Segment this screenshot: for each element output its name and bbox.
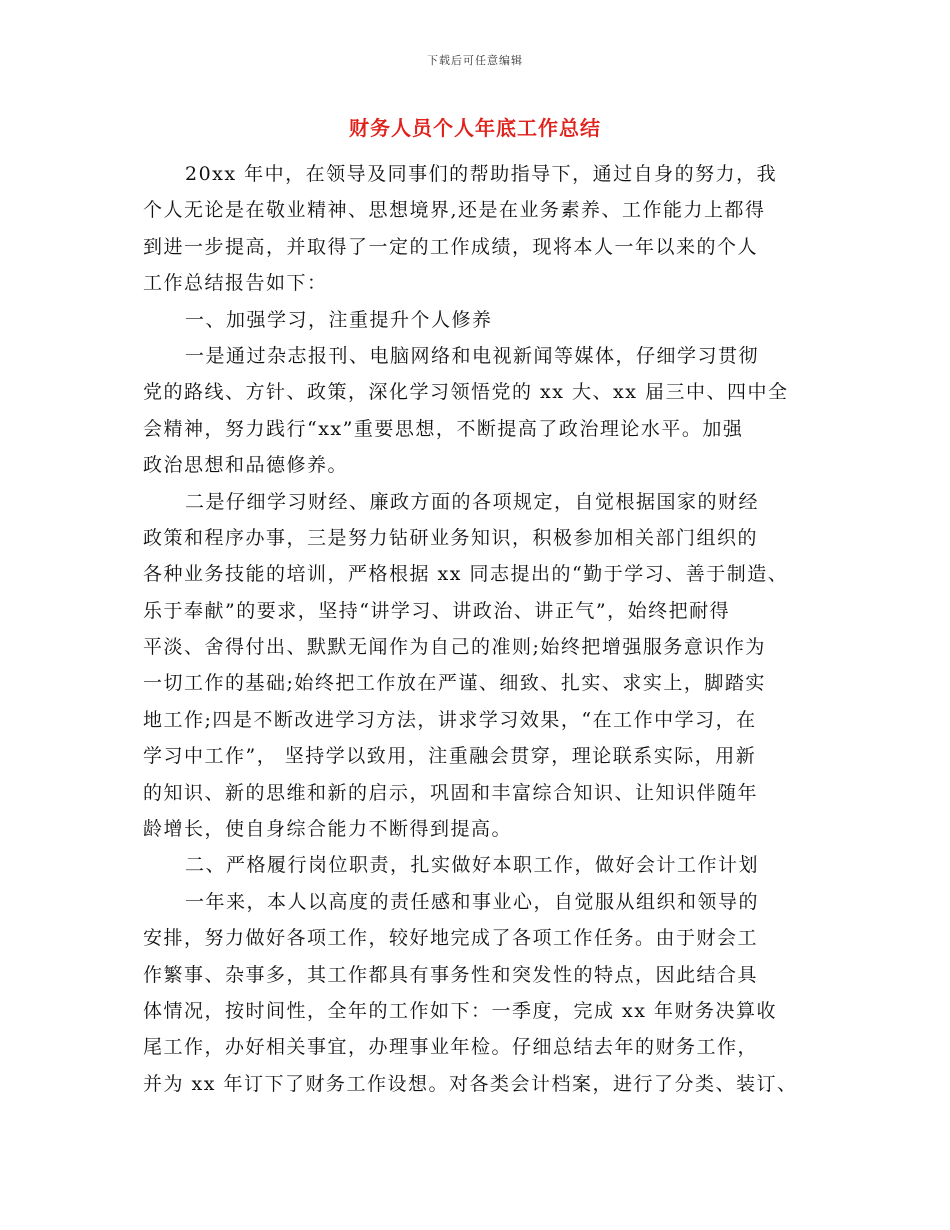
text-line: 党的路线、方针、政策，深化学习领悟党的 xx 大、xx 届三中、四中全 [143, 381, 789, 404]
text-line: 到进一步提高，并取得了一定的工作成绩，现将本人一年以来的个人 [143, 235, 759, 258]
text-line: 政治思想和品德修养。 [143, 454, 349, 477]
text-line: 的知识、新的思维和新的启示，巩固和丰富综合知识、让知识伴随年 [143, 781, 759, 804]
document-body [143, 156, 815, 1102]
text-line: 体情况，按时间性，全年的工作如下：一季度，完成 xx 年财务决算收 [143, 999, 778, 1022]
text-line: 作繁事、杂事多，其工作都具有事务性和突发性的特点，因此结合具 [143, 963, 759, 986]
text-line: 政策和程序办事，三是努力钻研业务知识，积极参加相关部门组织的 [143, 526, 759, 549]
text-line: 安排，努力做好各项工作，较好地完成了各项工作任务。由于财会工 [143, 927, 759, 950]
text-line: 并为 xx 年订下了财务工作设想。对各类会计档案，进行了分类、装订、 [143, 1072, 798, 1095]
page-header-note: 下载后可任意编辑 [427, 54, 523, 67]
text-line: 二、严格履行岗位职责，扎实做好本职工作，做好会计工作计划 [185, 854, 760, 877]
text-line: 一、加强学习，注重提升个人修养 [185, 308, 493, 331]
text-line: 工作总结报告如下： [143, 272, 328, 295]
text-line: 个人无论是在敬业精神、思想境界,还是在业务素养、工作能力上都得 [143, 199, 766, 222]
text-line: 20xx 年中，在领导及同事们的帮助指导下，通过自身的努力，我 [185, 163, 778, 185]
text-line: 平淡、舍得付出、默默无闻作为自己的准则;始终把增强服务意识作为 [143, 636, 766, 659]
text-line: 各种业务技能的培训，严格根据 xx 同志提出的“勤于学习、善于制造、 [143, 563, 789, 586]
text-line: 学习中工作”， 坚持学以致用，注重融会贯穿，理论联系实际，用新 [143, 745, 757, 768]
text-line: 龄增长，使自身综合能力不断得到提高。 [143, 818, 513, 841]
text-line: 一年来，本人以高度的责任感和事业心，自觉服从组织和领导的 [185, 890, 760, 913]
document-title: 财务人员个人年底工作总结 [349, 116, 601, 140]
text-line: 会精神，努力践行“xx”重要思想，不断提高了政治理论水平。加强 [143, 417, 744, 440]
text-line: 一是通过杂志报刊、电脑网络和电视新闻等媒体，仔细学习贯彻 [185, 344, 760, 367]
text-line: 尾工作，办好相关事宜，办理事业年检。仔细总结去年的财务工作， [143, 1036, 759, 1059]
text-line: 地工作;四是不断改进学习方法，讲求学习效果，“在工作中学习，在 [143, 708, 757, 731]
text-line: 一切工作的基础;始终把工作放在严谨、细致、扎实、求实上，脚踏实 [143, 672, 766, 695]
text-line: 乐于奉献”的要求，坚持“讲学习、讲政治、讲正气”，始终把耐得 [143, 599, 731, 622]
text-line: 二是仔细学习财经、廉政方面的各项规定，自觉根据国家的财经 [185, 490, 760, 513]
